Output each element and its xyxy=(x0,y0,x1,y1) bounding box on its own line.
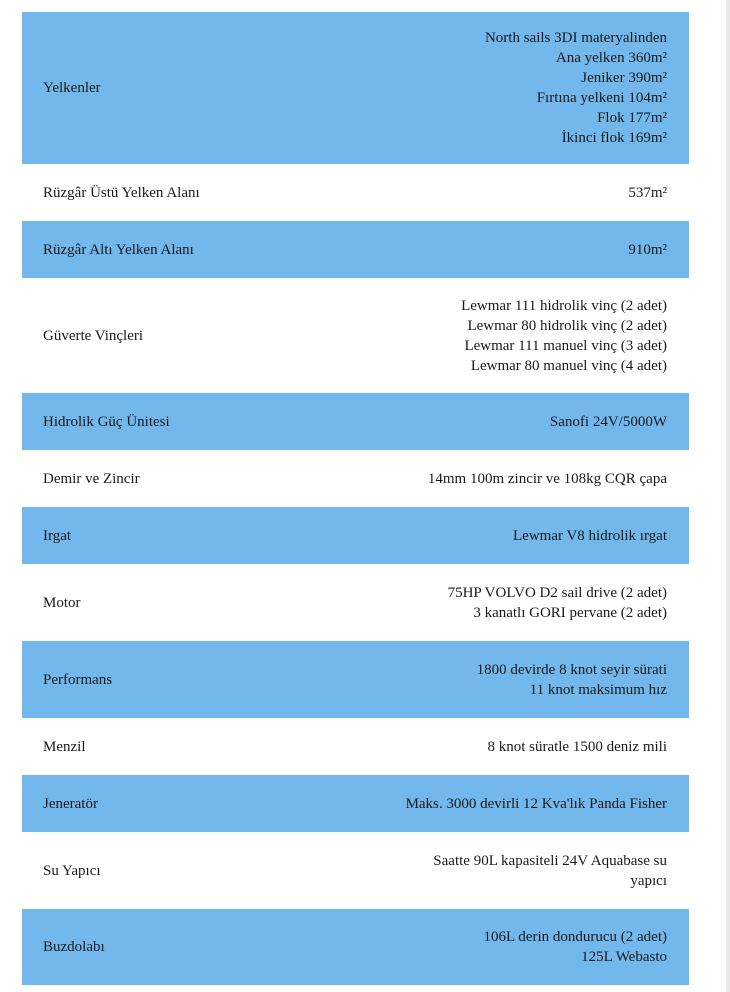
spec-value-line: North sails 3DI materyalinden xyxy=(484,30,667,46)
spec-value-line: 8 knot süratle 1500 deniz mili xyxy=(487,738,667,755)
spec-value xyxy=(513,526,667,546)
spec-value xyxy=(406,794,667,814)
spec-row xyxy=(22,393,689,450)
spec-value-line: 125L Webasto xyxy=(581,949,667,965)
spec-value xyxy=(550,412,667,432)
spec-label: Buzdolabı xyxy=(43,939,105,955)
spec-label: Yelkenler xyxy=(43,80,101,96)
spec-label: Performans xyxy=(43,671,113,688)
spec-row xyxy=(22,832,689,909)
spec-value xyxy=(448,583,667,623)
spec-value-line: Lewmar 80 hidrolik vinç (2 adet) xyxy=(467,317,667,334)
spec-value-line: Lewmar V8 hidrolik ırgat xyxy=(513,527,667,544)
spec-value-line: 1800 devirde 8 knot seyir sürati xyxy=(476,661,667,678)
spec-value xyxy=(477,660,667,700)
spec-label: Güverte Vinçleri xyxy=(43,327,144,344)
spec-row xyxy=(22,12,689,164)
spec-value-line: Maks. 3000 devirli 12 Kva'lık Panda Fisher xyxy=(405,795,667,812)
spec-label: Rüzgâr Üstü Yelken Alanı xyxy=(43,184,200,201)
spec-value xyxy=(433,851,667,891)
spec-label: Motor xyxy=(43,594,81,611)
spec-label: Su Yapıcı xyxy=(43,862,101,879)
spec-row xyxy=(22,564,689,641)
spec-value-line: 14mm 100m zincir ve 108kg CQR çapa xyxy=(427,470,667,487)
spec-label: Menzil xyxy=(43,738,86,755)
spec-row xyxy=(22,775,689,832)
spec-value xyxy=(628,240,667,260)
spec-row xyxy=(22,450,689,507)
spec-value-line: Lewmar 80 manuel vinç (4 adet) xyxy=(470,357,667,374)
spec-row xyxy=(22,221,689,278)
spec-value xyxy=(485,28,667,148)
spec-value-line: Ana yelken 360m² xyxy=(555,50,667,66)
spec-value xyxy=(428,469,667,489)
spec-value-line: 11 knot maksimum hız xyxy=(529,681,667,698)
spec-value-line: Saatte 90L kapasiteli 24V Aquabase su xyxy=(433,852,667,869)
spec-label: Rüzgâr Altı Yelken Alanı xyxy=(43,241,194,258)
spec-row xyxy=(22,718,689,775)
spec-value-line: 537m² xyxy=(628,184,667,201)
spec-value-line: 106L derin dondurucu (2 adet) xyxy=(483,929,667,945)
spec-value-line: Flok 177m² xyxy=(597,110,667,126)
spec-value-line: 3 kanatlı GORI pervane (2 adet) xyxy=(473,604,667,621)
spec-value-line: Lewmar 111 manuel vinç (3 adet) xyxy=(464,337,667,354)
spec-value xyxy=(461,296,667,376)
spec-label: Irgat xyxy=(43,527,72,544)
page-edge xyxy=(726,0,730,992)
spec-value-line: 75HP VOLVO D2 sail drive (2 adet) xyxy=(447,584,667,601)
spec-value-line: Sanofi 24V/5000W xyxy=(549,413,667,430)
spec-row xyxy=(22,278,689,393)
spec-value xyxy=(628,183,667,203)
spec-table xyxy=(22,12,689,985)
spec-value xyxy=(483,927,667,967)
spec-value-line: Fırtına yelkeni 104m² xyxy=(536,90,667,106)
spec-value-line: Jeniker 390m² xyxy=(581,70,667,86)
spec-value-line: Lewmar 111 hidrolik vinç (2 adet) xyxy=(461,297,667,314)
spec-row xyxy=(22,164,689,221)
spec-row xyxy=(22,641,689,718)
spec-label: Demir ve Zincir xyxy=(43,470,140,487)
spec-label: Hidrolik Güç Ünitesi xyxy=(43,413,170,430)
spec-row xyxy=(22,507,689,564)
spec-value-line: yapıcı xyxy=(630,872,667,889)
spec-value-line: İkinci flok 169m² xyxy=(561,130,667,146)
spec-value xyxy=(487,737,667,757)
spec-value-line: 910m² xyxy=(628,241,667,258)
spec-row xyxy=(22,909,689,985)
spec-label: Jeneratör xyxy=(43,795,98,812)
